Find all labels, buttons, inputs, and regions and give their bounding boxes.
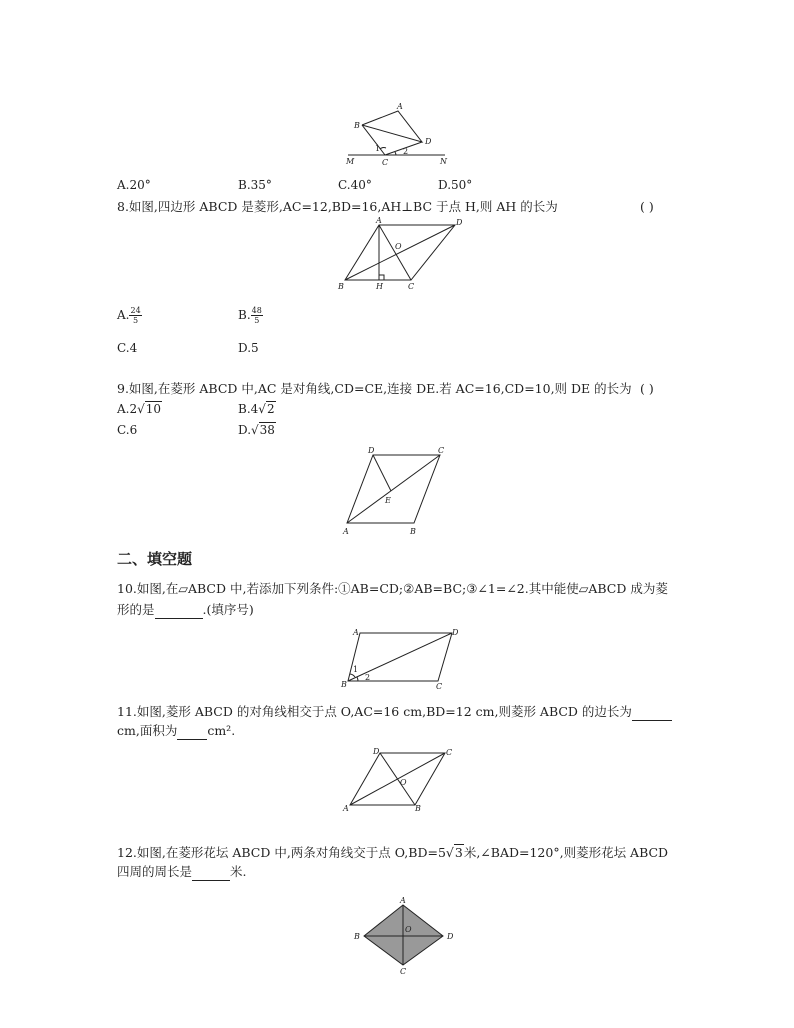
q12-line2-prefix: 四周的周长是 xyxy=(117,864,193,879)
q9-option-d[interactable]: D.√38 xyxy=(238,423,275,437)
q11-line2-suffix: cm². xyxy=(207,723,236,738)
label-n: N xyxy=(440,157,447,166)
q8-option-b[interactable] xyxy=(238,306,263,325)
label-angle-2: 2 xyxy=(365,673,371,682)
q9-figure xyxy=(338,445,456,540)
q7-option-a[interactable]: A.20° xyxy=(117,178,151,192)
label-a: A xyxy=(353,628,359,637)
label-a: A xyxy=(343,804,349,813)
label-h: H xyxy=(376,282,383,291)
q10-answer-blank[interactable] xyxy=(155,602,203,619)
segment-de xyxy=(373,455,391,491)
q12-question-line1: 12.如图,在菱形花坛 ABCD 中,两条对角线交于点 O,BD=5√3米,∠BAD=120°,则菱形花坛 ABCD xyxy=(117,845,669,860)
q9-option-a[interactable]: A.2√10 xyxy=(117,402,162,416)
label-c: C xyxy=(446,748,453,757)
q7-option-d[interactable]: D.50° xyxy=(438,178,473,192)
q12-line1-prefix: 12.如图,在菱形花坛 ABCD 中,两条对角线交于点 O,BD=5 xyxy=(117,845,446,860)
q9-option-b[interactable]: B.4√2 xyxy=(238,402,275,416)
label-c: C xyxy=(438,446,445,455)
q8-answer-paren: ( ) xyxy=(640,199,654,214)
q8-option-a[interactable] xyxy=(117,306,142,325)
q10-question-line1: 10.如图,在▱ABCD 中,若添加下列条件:①AB=CD;②AB=BC;③∠1=∠2.其中能使▱ABCD 成为菱 xyxy=(117,581,668,596)
radicand: 3 xyxy=(454,845,463,860)
label-b: B xyxy=(354,932,360,941)
angle-2-arc xyxy=(357,677,358,681)
q8-stem: ABCD 是菱形,AC=12,BD=16,AH⊥BC 于点 H,则 AH 的长为 xyxy=(199,199,558,214)
label-o: O xyxy=(400,778,407,787)
label-a: A xyxy=(397,102,403,111)
label-o: O xyxy=(405,925,412,934)
label-angle-1: 1 xyxy=(375,144,381,153)
q8-option-d[interactable]: D.5 xyxy=(238,341,259,355)
q10-line2-prefix: 形的是 xyxy=(117,602,155,617)
segment-bc xyxy=(362,125,385,155)
q7-option-b[interactable]: B.35° xyxy=(238,178,272,192)
q8-prefix: 8.如图,四边形 xyxy=(117,199,200,214)
q8-option-a-prefix: A. xyxy=(117,308,130,322)
q11-line1-text: 11.如图,菱形 ABCD 的对角线相交于点 O,AC=16 cm,BD=12 cm,则菱形 ABCD 的边长为 xyxy=(117,704,632,719)
q8-question xyxy=(117,199,558,215)
label-c: C xyxy=(436,682,443,691)
section-heading-fill-blank: 二、填空题 xyxy=(117,550,193,568)
q8-option-b-prefix: B. xyxy=(238,308,251,322)
label-a: A xyxy=(400,896,406,905)
q12-line1-suffix: 米,∠BAD=120°,则菱形花坛 ABCD xyxy=(463,845,669,860)
diagonal-ac xyxy=(379,225,411,280)
label-a: A xyxy=(343,527,349,536)
label-angle-1: 1 xyxy=(353,665,359,674)
label-d: D xyxy=(452,628,459,637)
q9-option-c[interactable]: C.6 xyxy=(117,423,138,437)
label-m: M xyxy=(346,157,355,166)
label-b: B xyxy=(341,680,347,689)
denominator: 5 xyxy=(133,316,139,325)
fraction-24-5 xyxy=(129,306,141,325)
label-c: C xyxy=(400,967,407,976)
angle-1-arc xyxy=(350,674,355,677)
numerator: 24 xyxy=(130,306,141,315)
angle-1-arc xyxy=(380,148,386,149)
label-e: E xyxy=(385,496,391,505)
label-b: B xyxy=(354,121,360,130)
q10-line2-suffix: .(填序号) xyxy=(202,602,254,617)
label-o: O xyxy=(395,242,402,251)
label-d: D xyxy=(373,747,380,756)
label-b: B xyxy=(338,282,344,291)
denominator: 5 xyxy=(254,316,260,325)
label-d: D xyxy=(425,137,432,146)
q11-question-line2 xyxy=(117,723,235,740)
q9-option-d-prefix: D. xyxy=(238,423,252,437)
q12-figure xyxy=(348,895,460,977)
q11-line2-prefix: cm,面积为 xyxy=(117,723,178,738)
q11-area-blank[interactable] xyxy=(177,723,207,740)
q9-option-b-prefix: B.4 xyxy=(238,402,259,416)
q11-question-line1 xyxy=(117,704,672,721)
q8-figure xyxy=(335,218,465,294)
radicand: 2 xyxy=(266,402,275,416)
label-c: C xyxy=(382,158,389,167)
diagonal-bd xyxy=(348,633,452,681)
numerator: 48 xyxy=(251,306,262,315)
label-b: B xyxy=(410,527,416,536)
q11-side-blank[interactable] xyxy=(632,704,672,721)
label-d: D xyxy=(456,218,463,227)
fraction-48-5 xyxy=(251,306,263,325)
label-a: A xyxy=(376,216,382,225)
label-c: C xyxy=(408,282,415,291)
q12-line2-suffix: 米. xyxy=(230,864,247,879)
right-angle-mark xyxy=(379,275,384,280)
q7-figure xyxy=(340,100,460,170)
radicand: 10 xyxy=(145,402,162,416)
label-d: D xyxy=(368,446,375,455)
q10-question-line2 xyxy=(117,602,254,619)
q9-option-a-prefix: A.2 xyxy=(117,402,138,416)
q9-answer-paren: ( ) xyxy=(640,381,654,396)
label-d: D xyxy=(447,932,454,941)
label-angle-2: 2 xyxy=(403,147,409,156)
q10-figure xyxy=(340,625,460,691)
q11-figure xyxy=(340,745,460,815)
diagonal-ac xyxy=(347,455,440,523)
q8-option-c[interactable]: C.4 xyxy=(117,341,138,355)
label-b: B xyxy=(415,804,421,813)
diagonal-bd xyxy=(380,753,415,805)
radicand: 38 xyxy=(259,423,275,437)
q12-question-line2 xyxy=(117,864,247,881)
q7-option-c[interactable]: C.40° xyxy=(338,178,372,192)
q12-perimeter-blank[interactable] xyxy=(192,864,230,881)
q9-question: 9.如图,在菱形 ABCD 中,AC 是对角线,CD=CE,连接 DE.若 AC=16,CD=10,则 DE 的长为 xyxy=(117,381,632,396)
